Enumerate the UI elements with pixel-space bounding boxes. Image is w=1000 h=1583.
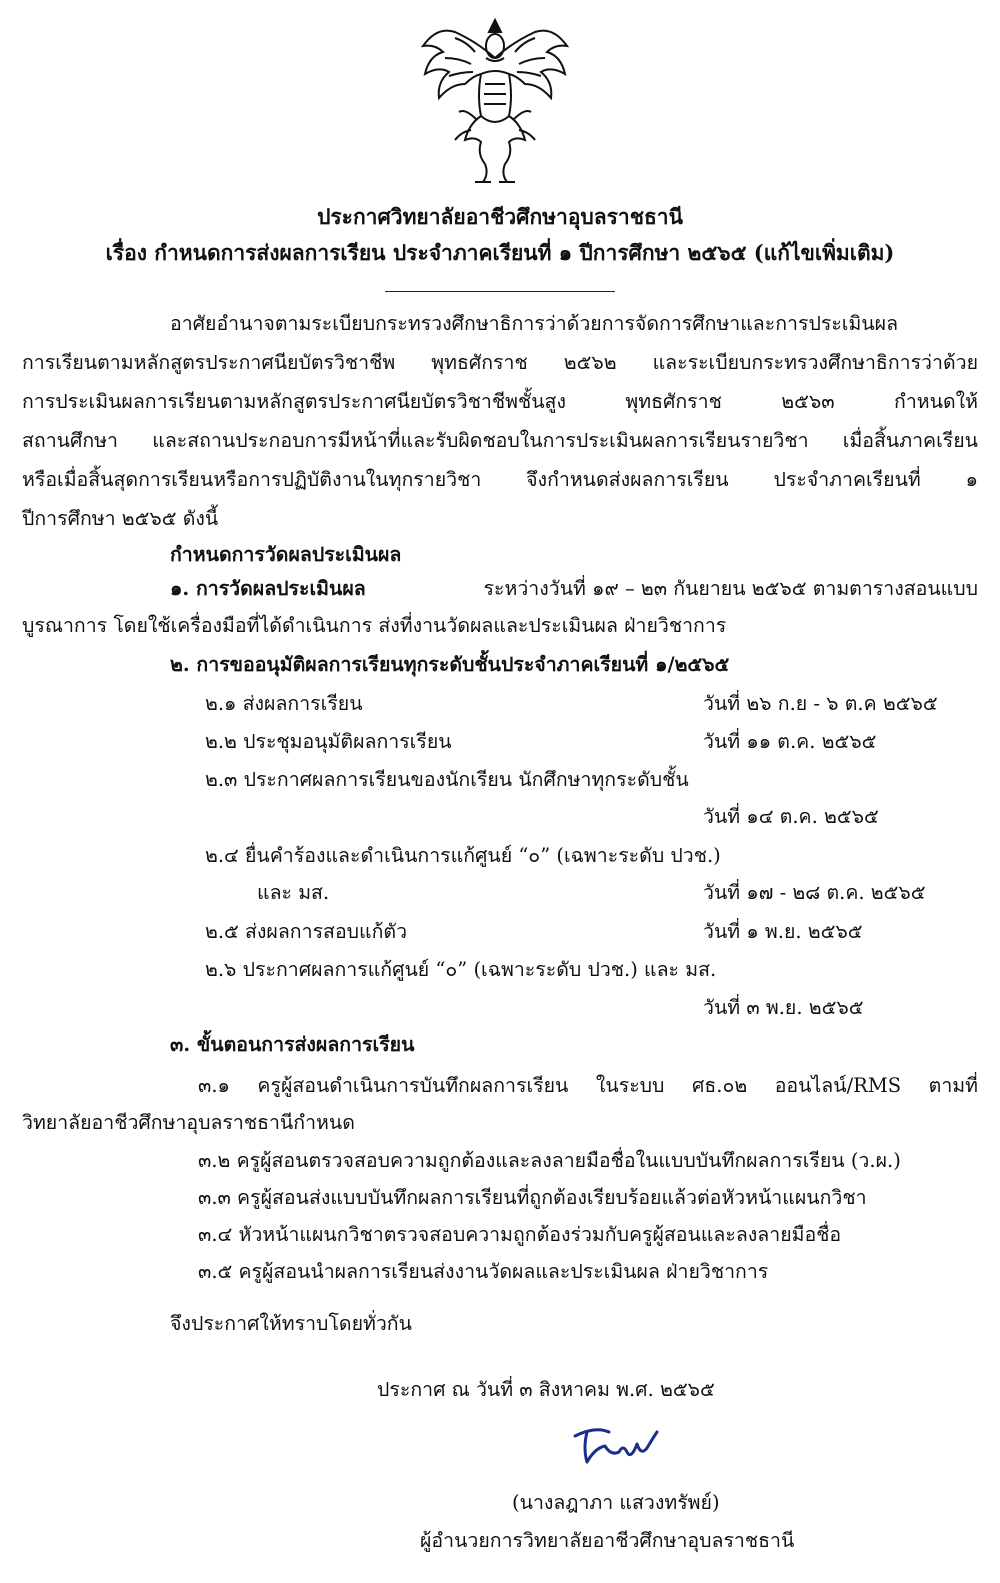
section2-item-date: วันที่ ๑๑ ต.ค. ๒๕๖๕	[703, 730, 877, 753]
section2-item-date: วันที่ ๑๔ ต.ค. ๒๕๖๕	[703, 805, 879, 828]
intro-line: อาศัยอำนาจตามระเบียบกระทรวงศึกษาธิการว่าด้วยการจัดการศึกษาและการประเมินผล	[170, 312, 899, 335]
signer-position: ผู้อำนวยการวิทยาลัยอาชีวศึกษาอุบลราชธานี	[420, 1529, 795, 1552]
signer-name: (นางลฎาภา แสวงทรัพย์)	[512, 1491, 720, 1514]
section2-item: ๒.๔ ยื่นคำร้องและดำเนินการแก้ศูนย์ “๐” (เฉพาะระดับ ปวช.)	[205, 844, 721, 867]
intro-line: ปีการศึกษา ๒๕๖๕ ดังนี้	[22, 507, 219, 530]
closing-statement: จึงประกาศให้ทราบโดยทั่วกัน	[170, 1312, 412, 1335]
section1-continued: บูรณาการ โดยใช้เครื่องมือที่ได้ดำเนินการ ส่งที่งานวัดผลและประเมินผล ฝ่ายวิชาการ	[22, 614, 727, 637]
section3-item-continued: วิทยาลัยอาชีวศึกษาอุบลราชธานีกำหนด	[22, 1111, 355, 1134]
section2-item-date: วันที่ ๓ พ.ย. ๒๕๖๕	[703, 996, 864, 1019]
section1-text: ระหว่างวันที่ ๑๙ – ๒๓ กันยายน ๒๕๖๕ ตามตารางสอนแบบ	[483, 577, 978, 600]
garuda-emblem-icon	[415, 12, 575, 187]
section3-item: ๓.๔ หัวหน้าแผนกวิชาตรวจสอบความถูกต้องร่วมกับครูผู้สอนและลงลายมือชื่อ	[198, 1223, 842, 1246]
signature-icon	[565, 1422, 665, 1470]
intro-line: การประเมินผลการเรียนตามหลักสูตรประกาศนียบัตรวิชาชีพชั้นสูง พุทธศักราช ๒๕๖๓ กำหนดให้	[22, 390, 978, 413]
schedule-heading: กำหนดการวัดผลประเมินผล	[170, 543, 402, 566]
title-divider	[385, 291, 615, 292]
section3-item: ๓.๕ ครูผู้สอนนำผลการเรียนส่งงานวัดผลและประเมินผล ฝ่ายวิชาการ	[198, 1260, 769, 1283]
intro-line: หรือเมื่อสิ้นสุดการเรียนหรือการปฏิบัติงานในทุกรายวิชา จึงกำหนดส่งผลการเรียน ประจำภาคเรียนที่ ๑	[22, 468, 978, 491]
section2-item-continued: และ มส.	[257, 881, 330, 904]
intro-line: การเรียนตามหลักสูตรประกาศนียบัตรวิชาชีพ พุทธศักราช ๒๕๖๒ และระเบียบกระทรวงศึกษาธิการว่าด้วย	[22, 351, 978, 374]
section2-item-date: วันที่ ๑ พ.ย. ๒๕๖๕	[703, 920, 863, 943]
announcement-date: ประกาศ ณ วันที่ ๓ สิงหาคม พ.ศ. ๒๕๖๕	[377, 1378, 715, 1401]
section1-line	[170, 569, 978, 608]
section2-item-date: วันที่ ๑๗ - ๒๘ ต.ค. ๒๕๖๕	[703, 881, 926, 904]
announcement-subject: เรื่อง กำหนดการส่งผลการเรียน ประจำภาคเรียนที่ ๑ ปีการศึกษา ๒๕๖๕ (แก้ไขเพิ่มเติม)	[105, 240, 895, 265]
section2-item-date: วันที่ ๒๖ ก.ย - ๖ ต.ค ๒๕๖๕	[703, 692, 938, 715]
section2-item: ๒.๑ ส่งผลการเรียน	[205, 692, 363, 715]
section2-item: ๒.๓ ประกาศผลการเรียนของนักเรียน นักศึกษาทุกระดับชั้น	[205, 768, 689, 791]
announcement-title: ประกาศวิทยาลัยอาชีวศึกษาอุบลราชธานี	[317, 204, 683, 229]
section1-label: ๑. การวัดผลประเมินผล	[170, 577, 366, 600]
section3-item: ๓.๒ ครูผู้สอนตรวจสอบความถูกต้องและลงลายมือชื่อในแบบบันทึกผลการเรียน (ว.ผ.)	[198, 1149, 901, 1172]
section2-item: ๒.๒ ประชุมอนุมัติผลการเรียน	[205, 730, 452, 753]
section3-item: ๓.๑ ครูผู้สอนดำเนินการบันทึกผลการเรียน ในระบบ ศธ.๐๒ ออนไลน์/RMS ตามที่	[198, 1074, 978, 1097]
section3-item: ๓.๓ ครูผู้สอนส่งแบบบันทึกผลการเรียนที่ถูกต้องเรียบร้อยแล้วต่อหัวหน้าแผนกวิชา	[198, 1186, 867, 1209]
section3-heading: ๓. ขั้นตอนการส่งผลการเรียน	[170, 1033, 415, 1056]
intro-line: สถานศึกษา และสถานประกอบการมีหน้าที่และรับผิดชอบในการประเมินผลการเรียนรายวิชา เมื่อสิ้นภาคเรียน	[22, 429, 978, 452]
section2-heading: ๒. การขออนุมัติผลการเรียนทุกระดับชั้นประจำภาคเรียนที่ ๑/๒๕๖๕	[170, 653, 730, 676]
section2-item: ๒.๕ ส่งผลการสอบแก้ตัว	[205, 920, 408, 943]
section2-item: ๒.๖ ประกาศผลการแก้ศูนย์ “๐” (เฉพาะระดับ ปวช.) และ มส.	[205, 958, 717, 981]
